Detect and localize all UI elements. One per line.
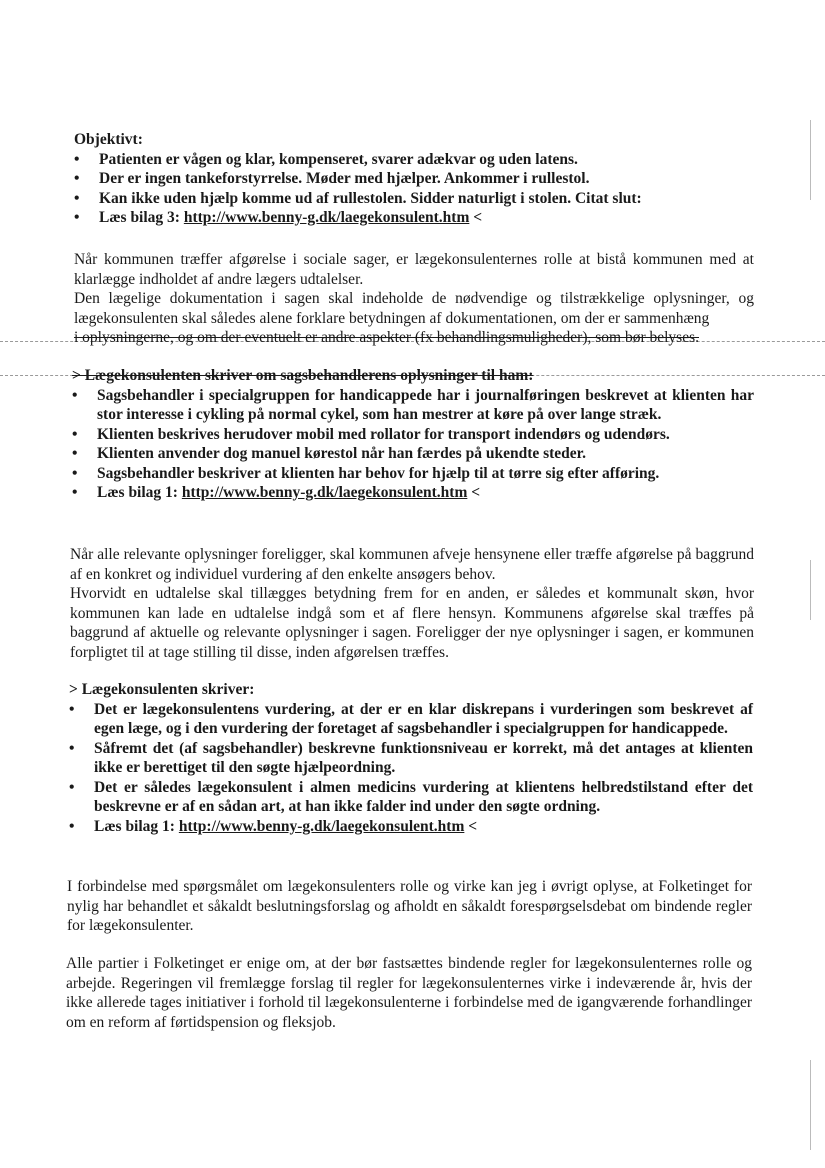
list-item: • Det er lægekonsulentens vurdering, at der er en klar diskrepans i vurderingen som beskrevet af egen læge, og i den vurdering der foretaget af sagsbehandler i specialgruppen for handicappede. xyxy=(69,700,753,739)
paragraph-text: Når alle relevante oplysninger foreligger, skal kommunen afveje hensynene eller træffe afgørelse på baggrund af en konkret og individuel vurdering af den enkelte ansøgers behov. xyxy=(70,546,754,583)
bullet-list xyxy=(74,150,754,228)
paragraph-text: Hvorvidt en udtalelse skal tillægges betydning frem for en anden, er således et kommunalt skøn, hvor kommunen kan lade en udtalelse indgå som et af flere hensyn. Kommunens afgørelse skal træffes på baggrund af aktuelle og relevante oplysninger i sagen. Foreligger der nye oplysninger i sagen, er kommunen forpligtet til at tage stilling til disse, inden afgørelsen træffes. xyxy=(70,585,754,661)
paragraph-folketinget xyxy=(67,877,752,936)
bilag-suffix: < xyxy=(473,209,483,226)
paragraph-text-struck: i oplysningerne, og om der eventuelt er andre aspekter (fx behandlingsmuligheder), som bør belyses. xyxy=(74,329,699,346)
section-objektivt xyxy=(74,130,754,228)
bilag-suffix: < xyxy=(471,484,481,501)
list-item: • Patienten er vågen og klar, kompenseret, svarer adækvar og uden latens. xyxy=(74,150,754,170)
list-item-bilag xyxy=(69,817,753,837)
paragraph-text: Den lægelige dokumentation i sagen skal indeholde de nødvendige og tilstrækkelige oplysninger, og lægekonsulenten skal således alene forklare betydningen af dokumentationen, om der er sammenhæng xyxy=(74,290,754,327)
paragraph-afvejning xyxy=(70,545,754,662)
list-item: • Sagsbehandler beskriver at klienten har behov for hjælp til at tørre sig efter afføring. xyxy=(72,464,754,484)
section-laegekonsulent xyxy=(69,680,753,836)
bilag-link[interactable]: http://www.benny-g.dk/laegekonsulent.htm xyxy=(178,817,465,835)
bilag-label: Læs bilag 3: xyxy=(99,209,180,226)
list-item: • Det er således lægekonsulent i almen medicins vurdering at klientens helbredstilstand efter det beskrevne er af en sådan art, at han ikke falder ind under den søgte ordning. xyxy=(69,778,753,817)
list-item-bilag xyxy=(72,483,754,503)
list-item: • Klienten beskrives herudover mobil med rollator for transport indendørs og udendørs. xyxy=(72,425,754,445)
paragraph-role xyxy=(74,250,754,348)
paragraph-text: I forbindelse med spørgsmålet om lægekonsulenters rolle og virke kan jeg i øvrigt oplyse, at Folketinget for nylig har behandlet et såkaldt beslutningsforslag og afholdt en såkaldt forespørgselsdebat om bindende regler for lægekonsulenter. xyxy=(67,878,752,934)
scan-edge-mark xyxy=(810,1060,811,1150)
list-item: • Sagsbehandler i specialgruppen for handicappede har i journalføringen beskrevet at klienten har stor interesse i cykling på normal cykel, som han mestrer at køre på over lange stræk. xyxy=(72,386,754,425)
section-heading: Objektivt: xyxy=(74,131,143,148)
list-item: • Kan ikke uden hjælp komme ud af rullestolen. Sidder naturligt i stolen. Citat slut: xyxy=(74,189,754,209)
scan-edge-mark xyxy=(810,560,811,620)
scan-edge-mark xyxy=(810,120,811,200)
paragraph-text: Alle partier i Folketinget er enige om, at der bør fastsættes bindende regler for lægekonsulenternes rolle og arbejde. Regeringen vil fremlægge forslag til regler for lægekonsulenternes virke i indeværende år, hvis der ikke allerede tages initiativer i forhold til lægekonsulenterne i forbindelse med de igangværende forhandlinger om en reform af førtidspension og fleksjob. xyxy=(66,955,752,1031)
bilag-label: Læs bilag 1: xyxy=(97,484,178,501)
bilag-suffix: < xyxy=(468,817,478,835)
bullet-list xyxy=(72,386,754,503)
list-item-bilag xyxy=(74,208,754,228)
bilag-link[interactable]: http://www.benny-g.dk/laegekonsulent.htm xyxy=(181,484,468,501)
bullet-list xyxy=(69,700,753,837)
bilag-link[interactable]: http://www.benny-g.dk/laegekonsulent.htm xyxy=(183,209,470,226)
paragraph-regler xyxy=(66,954,752,1032)
list-item: • Klienten anvender dog manuel kørestol når han færdes på ukendte steder. xyxy=(72,444,754,464)
paragraph-text: Når kommunen træffer afgørelse i sociale sager, er lægekonsulenternes rolle at bistå kommunen med at klarlægge indholdet af andre lægers udtalelser. xyxy=(74,251,754,288)
section-heading: > Lægekonsulenten skriver om sagsbehandlerens oplysninger til ham: xyxy=(72,367,534,384)
section-sagsbehandler xyxy=(72,366,754,503)
bilag-label: Læs bilag 1: xyxy=(94,817,175,835)
section-heading: > Lægekonsulenten skriver: xyxy=(69,681,255,698)
list-item: • Såfremt det (af sagsbehandler) beskrevne funktionsniveau er korrekt, må det antages at klienten ikke er berettiget til den søgte hjælpeordning. xyxy=(69,739,753,778)
list-item: • Der er ingen tankeforstyrrelse. Møder med hjælper. Ankommer i rullestol. xyxy=(74,169,754,189)
